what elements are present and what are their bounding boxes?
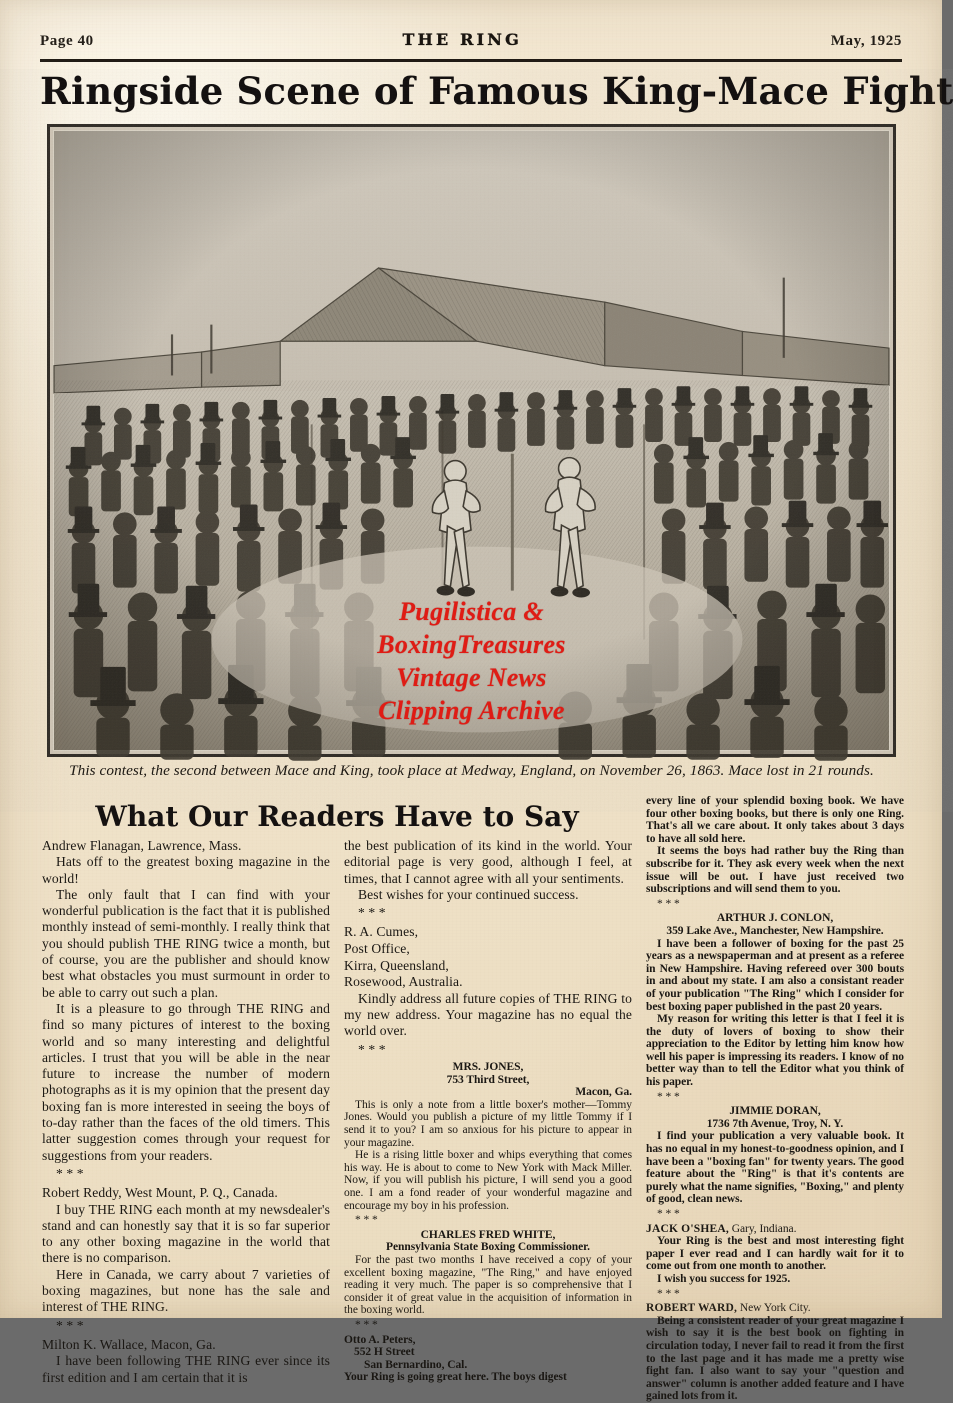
letter-paragraph: The only fault that I can find with your wonderful publication is the fact that it is published monthly instead of semi-monthly. I really think that you should publish THE RING twice a month, but of course, you are the publisher and should know best what obstacles you must surmount in order to be able to carry out such a plan.: [42, 886, 330, 1000]
issue-date-label: May, 1925: [830, 33, 902, 49]
star-divider: * * *: [657, 1208, 680, 1220]
star-divider: * * *: [56, 1165, 84, 1181]
letter-paragraph: My reason for writing this letter is that I feel it is the duty of lovers of boxing to show their appreciation to the Editor by letting him know how well his paper is impressing its readers. I know of no better way than to tell the Editor what you think of his paper.: [646, 1013, 904, 1089]
star-divider: * * *: [657, 897, 680, 910]
letter-paragraph: It seems the boys had rather buy the Ring than subscribe for it. They ask every week when the next issue will be out. I have just received two subscriptions and will send them to you.: [646, 845, 904, 896]
watermark-line-3: Vintage News: [396, 663, 547, 692]
engraving-frame: [53, 130, 890, 751]
letter-signature-name: ROBERT WARD,: [646, 1302, 738, 1315]
letter-signature: [646, 1302, 904, 1315]
star-divider: * * *: [358, 905, 386, 921]
letter-address-line: Post Office,: [344, 941, 410, 957]
engraving-plate: [47, 124, 896, 757]
letter-address-line: Kirra, Queensland,: [344, 957, 449, 973]
letter-paragraph-continued: every line of your splendid boxing book. We have four other boxing books, but there is only one Ring. That's all we care about. It only takes about 3 days to have all sold here.: [646, 795, 904, 845]
letter-address-line: 552 H Street: [354, 1346, 415, 1359]
letter-address-line: San Bernardino, Cal.: [364, 1358, 468, 1371]
letter-paragraph-continued: the best publication of its kind in the world. Your editorial page is very good, although I feel, at times, that I cannot agree with all your sentiments.: [344, 838, 632, 886]
letter-paragraph: Best wishes for your continued success.: [358, 886, 579, 902]
letter-signature: Milton K. Wallace, Macon, Ga.: [42, 1336, 216, 1352]
image-caption: This contest, the second between Mace and King, took place at Medway, England, on November 26, 1863. Mace lost in 21 rounds.: [69, 762, 874, 779]
star-divider: * * *: [355, 1318, 378, 1331]
letter-signature-name: JACK O'SHEA,: [646, 1222, 729, 1235]
page-number-label: Page 40: [40, 33, 94, 49]
column-two: [344, 795, 632, 1384]
letter-paragraph: He is a rising little boxer and whips everything that comes his way. He is about to come to New York with Mack Miller. Now, if you will publish his picture, I will send you a good one. I am a fond reader of your wonderful magazine and encourage my boy in his profession.: [344, 1149, 632, 1212]
column-two-lower: [344, 1061, 632, 1384]
letter-address-line: R. A. Cumes,: [344, 924, 419, 940]
star-divider: * * *: [657, 1287, 680, 1300]
letter-paragraph: Here in Canada, we carry about 7 varieties of boxing magazines, but none has the sale and interest of THE RING.: [42, 1266, 330, 1315]
letter-address-line: Rosewood, Australia.: [344, 974, 463, 990]
column-two-upper: [344, 838, 632, 1058]
watermark-line-4: Clipping Archive: [378, 696, 565, 725]
letter-paragraph: I wish you success for 1925.: [657, 1272, 791, 1285]
letter-signature: ARTHUR J. CONLON,: [716, 912, 834, 925]
letter-paragraph: It is a pleasure to go through THE RING and find so many pictures of interest to the boxing world and so many interesting and delightful articles. I trust that you will be able in the near future to increase the number of modern photographs as it is my opinion that the present day boxing fan is more interested in seeing the boys of to-day rather than the faces of the old timers. This latter suggestion comes through your request for suggestions from your readers.: [42, 1000, 330, 1163]
letter-paragraph: Kindly address all future copies of THE RING to my new address. Your magazine has no equal the world over.: [344, 990, 632, 1039]
letter-signature: MRS. JONES,: [452, 1061, 524, 1074]
letter-paragraph: Being a consistent reader of your great magazine I wish to say it is the best book on fighting in circulation today, I never fail to read it from the first to the last page and it has made me a pretty wise fight fan. I also want to say your "question and answer" column is another added feature and I have gained lots from it.: [646, 1314, 904, 1403]
ringside-engraving-image: [54, 131, 889, 750]
column-three: [646, 795, 904, 1403]
letter-paragraph: For the past two months I have received a copy of your excellent boxing magazine, "The Ring," and have enjoyed reading it very much. The paper is so comprehensive that I consider it of great value in the acquisition of information in the boxing world.: [344, 1253, 632, 1317]
letter-signature: Andrew Flanagan, Lawrence, Mass.: [42, 838, 242, 853]
letter-paragraph: I have been following THE RING ever since its first edition and I am certain that it is: [42, 1353, 330, 1385]
letter-paragraph: I find your publication a very valuable book. It has no equal in my honest-to-goodness opinion, and I have been a "boxing fan" for twenty years. The good feature about the "Ring" is that it's contents are purely what the name signifies, "Boxing," and plenty of good, clean news.: [646, 1130, 904, 1206]
letter-address-line: 1736 7th Avenue, Troy, N. Y.: [706, 1117, 844, 1130]
letter-signature: Otto A. Peters,: [344, 1333, 416, 1346]
star-divider: * * *: [657, 1090, 680, 1103]
letter-signature: [646, 1223, 904, 1236]
letter-signature: Robert Reddy, West Mount, P. Q., Canada.: [42, 1185, 278, 1201]
running-head: [40, 30, 902, 56]
star-divider: * * *: [355, 1214, 378, 1227]
watermark-line-1: Pugilistica &: [399, 597, 544, 626]
letter-role: Pennsylvania State Boxing Commissioner.: [385, 1241, 590, 1254]
letter-address-line: 753 Third Street,: [446, 1073, 530, 1086]
letter-paragraph: Hats off to the greatest boxing magazine in the world!: [42, 854, 330, 886]
letter-paragraph: Your Ring is the best and most interesting fight paper I ever read and I can hardly wait for it to come out from one month to another.: [646, 1235, 904, 1273]
star-divider: * * *: [56, 1317, 84, 1333]
star-divider: * * *: [358, 1041, 386, 1057]
letter-signature-location: New York City.: [737, 1302, 811, 1315]
header-rule: [40, 59, 902, 62]
letters-columns: [42, 795, 904, 1403]
letter-address-line: Macon, Ga.: [575, 1086, 632, 1099]
letter-paragraph: This is only a note from a little boxer's mother—Tommy Jones. Would you publish a picture of my little Tommy if I send it to you? I am so anxious for his picture to appear in your magazine.: [344, 1098, 632, 1149]
publication-title: THE RING: [402, 30, 522, 49]
page-headline: Ringside Scene of Famous King-Mace Fight: [40, 69, 953, 113]
column-one: [42, 795, 330, 1385]
letter-address-line: 359 Lake Ave., Manchester, New Hampshire.: [666, 924, 884, 937]
letter-signature: CHARLES FRED WHITE,: [420, 1228, 556, 1241]
letter-paragraph: I have been a follower of boxing for the past 25 years as a newspaperman and at present as a referee in New Hampshire. Having refereed over 300 bouts in and about my state. I am also a consistant reader of your publication "The Ring" which I consider for best boxing paper published in the past 20 years.: [646, 937, 904, 1013]
letter-paragraph: Your Ring is going great here. The boys digest: [344, 1371, 567, 1384]
watermark-line-2: BoxingTreasures: [377, 630, 566, 659]
section-heading: What Our Readers Have to Say: [95, 800, 579, 833]
letter-signature-location: Gary, Indiana.: [728, 1222, 797, 1235]
letter-paragraph: I buy THE RING each month at my newsdealer's stand and can honestly say that it is so far superior to any other boxing magazine in the world that there is no comparison.: [42, 1201, 330, 1266]
letter-signature: JIMMIE DORAN,: [729, 1105, 821, 1118]
